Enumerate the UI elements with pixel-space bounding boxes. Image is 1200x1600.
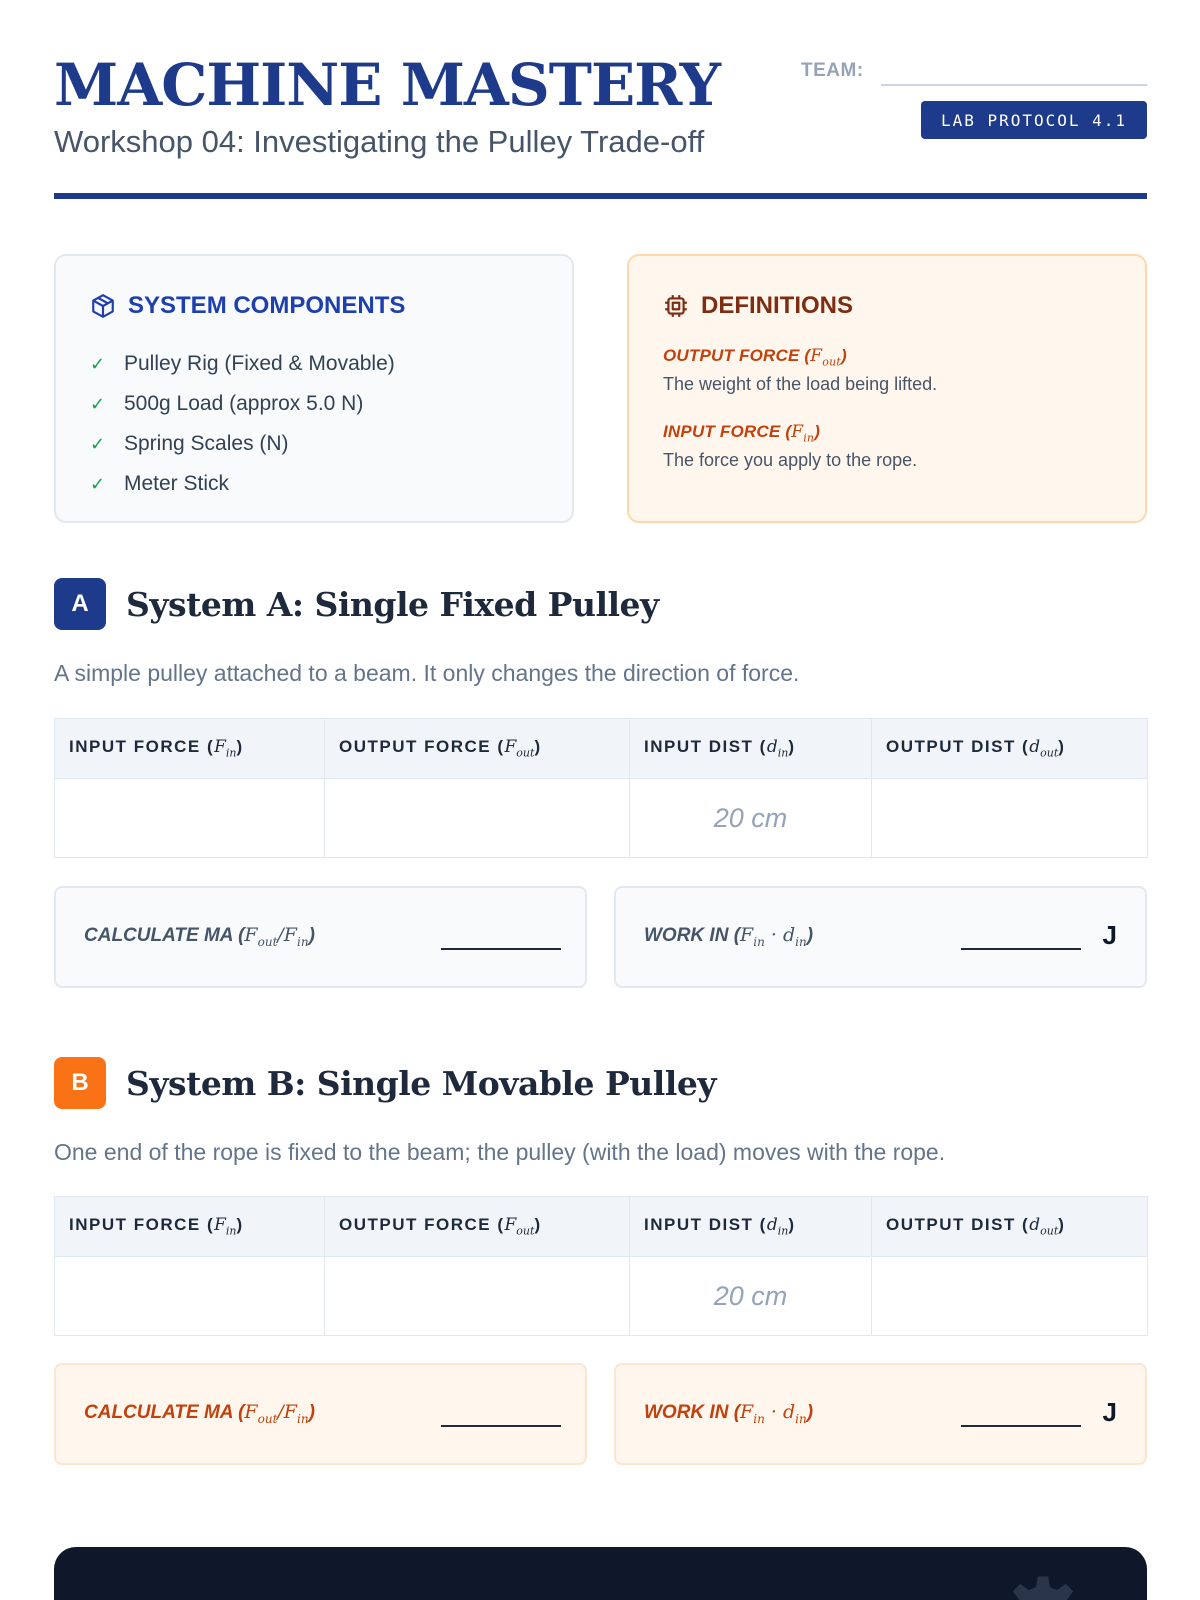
calc-ma-answer-blank[interactable] (441, 948, 561, 950)
component-label: Meter Stick (124, 472, 230, 495)
system-b-heading (54, 1057, 716, 1109)
input-dist-cell: 20 cm (630, 1257, 872, 1336)
cube-icon (90, 293, 116, 319)
component-label: Spring Scales (N) (124, 432, 289, 455)
gear-icon (1001, 1573, 1085, 1600)
team-label: TEAM: (801, 60, 864, 81)
column-header: OUTPUT FORCE $(F_{out})$ (325, 719, 630, 779)
check-icon: ✓ (90, 393, 106, 414)
worksheet-page (54, 0, 1147, 1600)
list-item (90, 424, 395, 464)
check-icon: ✓ (90, 473, 106, 494)
definition-input (663, 422, 917, 471)
system-components-card (54, 254, 574, 523)
page-title: MACHINE MASTERY (54, 51, 720, 119)
column-header: OUTPUT FORCE $(F_{out})$ (325, 1197, 630, 1257)
definition-description: The weight of the load being lifted. (663, 374, 938, 395)
system-a-table (54, 718, 1148, 858)
system-b-table (54, 1196, 1148, 1336)
footer-band (54, 1547, 1147, 1600)
work-in-label: WORK IN $(F_{in} \cdot d_{in})$ (644, 924, 814, 949)
system-a-title: System A: Single Fixed Pulley (126, 584, 659, 624)
system-a-heading (54, 578, 659, 630)
column-header: OUTPUT DIST $(d_{out})$ (872, 1197, 1148, 1257)
definitions-heading-text: DEFINITIONS (701, 292, 854, 319)
table-row (55, 779, 1148, 858)
output-force-cell[interactable] (325, 1257, 630, 1336)
check-icon: ✓ (90, 433, 106, 454)
list-item (90, 384, 395, 424)
system-b-calc-ma (54, 1363, 587, 1465)
input-dist-cell: 20 cm (630, 779, 872, 858)
input-force-cell[interactable] (55, 1257, 325, 1336)
input-force-cell[interactable] (55, 779, 325, 858)
definition-term: OUTPUT FORCE $(F_{out})$ (663, 346, 847, 369)
table-row (55, 1257, 1148, 1336)
column-header: INPUT FORCE $(F_{in})$ (55, 1197, 325, 1257)
system-a-work-in (614, 886, 1147, 988)
calc-ma-answer-blank[interactable] (441, 1425, 561, 1427)
joule-unit: J (1102, 920, 1117, 950)
output-dist-cell[interactable] (872, 1257, 1148, 1336)
system-components-heading (90, 292, 405, 320)
components-list (90, 344, 395, 504)
definitions-card (627, 254, 1147, 523)
table-header-row (55, 719, 1148, 779)
column-header: OUTPUT DIST $(d_{out})$ (872, 719, 1148, 779)
column-header: INPUT FORCE $(F_{in})$ (55, 719, 325, 779)
list-item (90, 344, 395, 384)
list-item (90, 464, 395, 504)
system-b-title: System B: Single Movable Pulley (126, 1063, 716, 1103)
system-a-calc-ma (54, 886, 587, 988)
column-header: INPUT DIST $(d_{in})$ (630, 719, 872, 779)
component-label: 500g Load (approx 5.0 N) (124, 392, 364, 415)
output-dist-cell[interactable] (872, 779, 1148, 858)
definition-output (663, 346, 937, 395)
table-header-row (55, 1197, 1148, 1257)
work-in-answer-blank[interactable] (961, 1425, 1081, 1427)
system-a-badge: A (54, 578, 106, 630)
system-b-badge: B (54, 1057, 106, 1109)
definition-description: The force you apply to the rope. (663, 450, 918, 471)
work-in-answer-blank[interactable] (961, 948, 1081, 950)
definitions-heading (663, 292, 853, 320)
page-subtitle: Workshop 04: Investigating the Pulley Trade-off (54, 124, 705, 159)
check-icon: ✓ (90, 353, 106, 374)
output-force-cell[interactable] (325, 779, 630, 858)
definition-term: INPUT FORCE $(F_{in})$ (663, 422, 821, 445)
header-divider (54, 193, 1147, 199)
protocol-badge: LAB PROTOCOL 4.1 (921, 101, 1147, 139)
components-heading-text: SYSTEM COMPONENTS (128, 292, 406, 319)
system-a-description: A simple pulley attached to a beam. It only changes the direction of force. (54, 660, 800, 686)
work-in-label: WORK IN $(F_{in} \cdot d_{in})$ (644, 1401, 814, 1426)
column-header: INPUT DIST $(d_{in})$ (630, 1197, 872, 1257)
component-label: Pulley Rig (Fixed & Movable) (124, 352, 395, 375)
calc-ma-label: CALCULATE MA $(F_{out}/F_{in})$ (84, 924, 315, 949)
system-b-work-in (614, 1363, 1147, 1465)
joule-unit: J (1102, 1397, 1117, 1427)
team-name-blank[interactable] (881, 84, 1147, 86)
header (54, 52, 1147, 202)
chip-icon (663, 293, 689, 319)
system-b-description: One end of the rope is fixed to the beam; the pulley (with the load) moves with the rope. (54, 1139, 946, 1165)
calc-ma-label: CALCULATE MA $(F_{out}/F_{in})$ (84, 1401, 315, 1426)
